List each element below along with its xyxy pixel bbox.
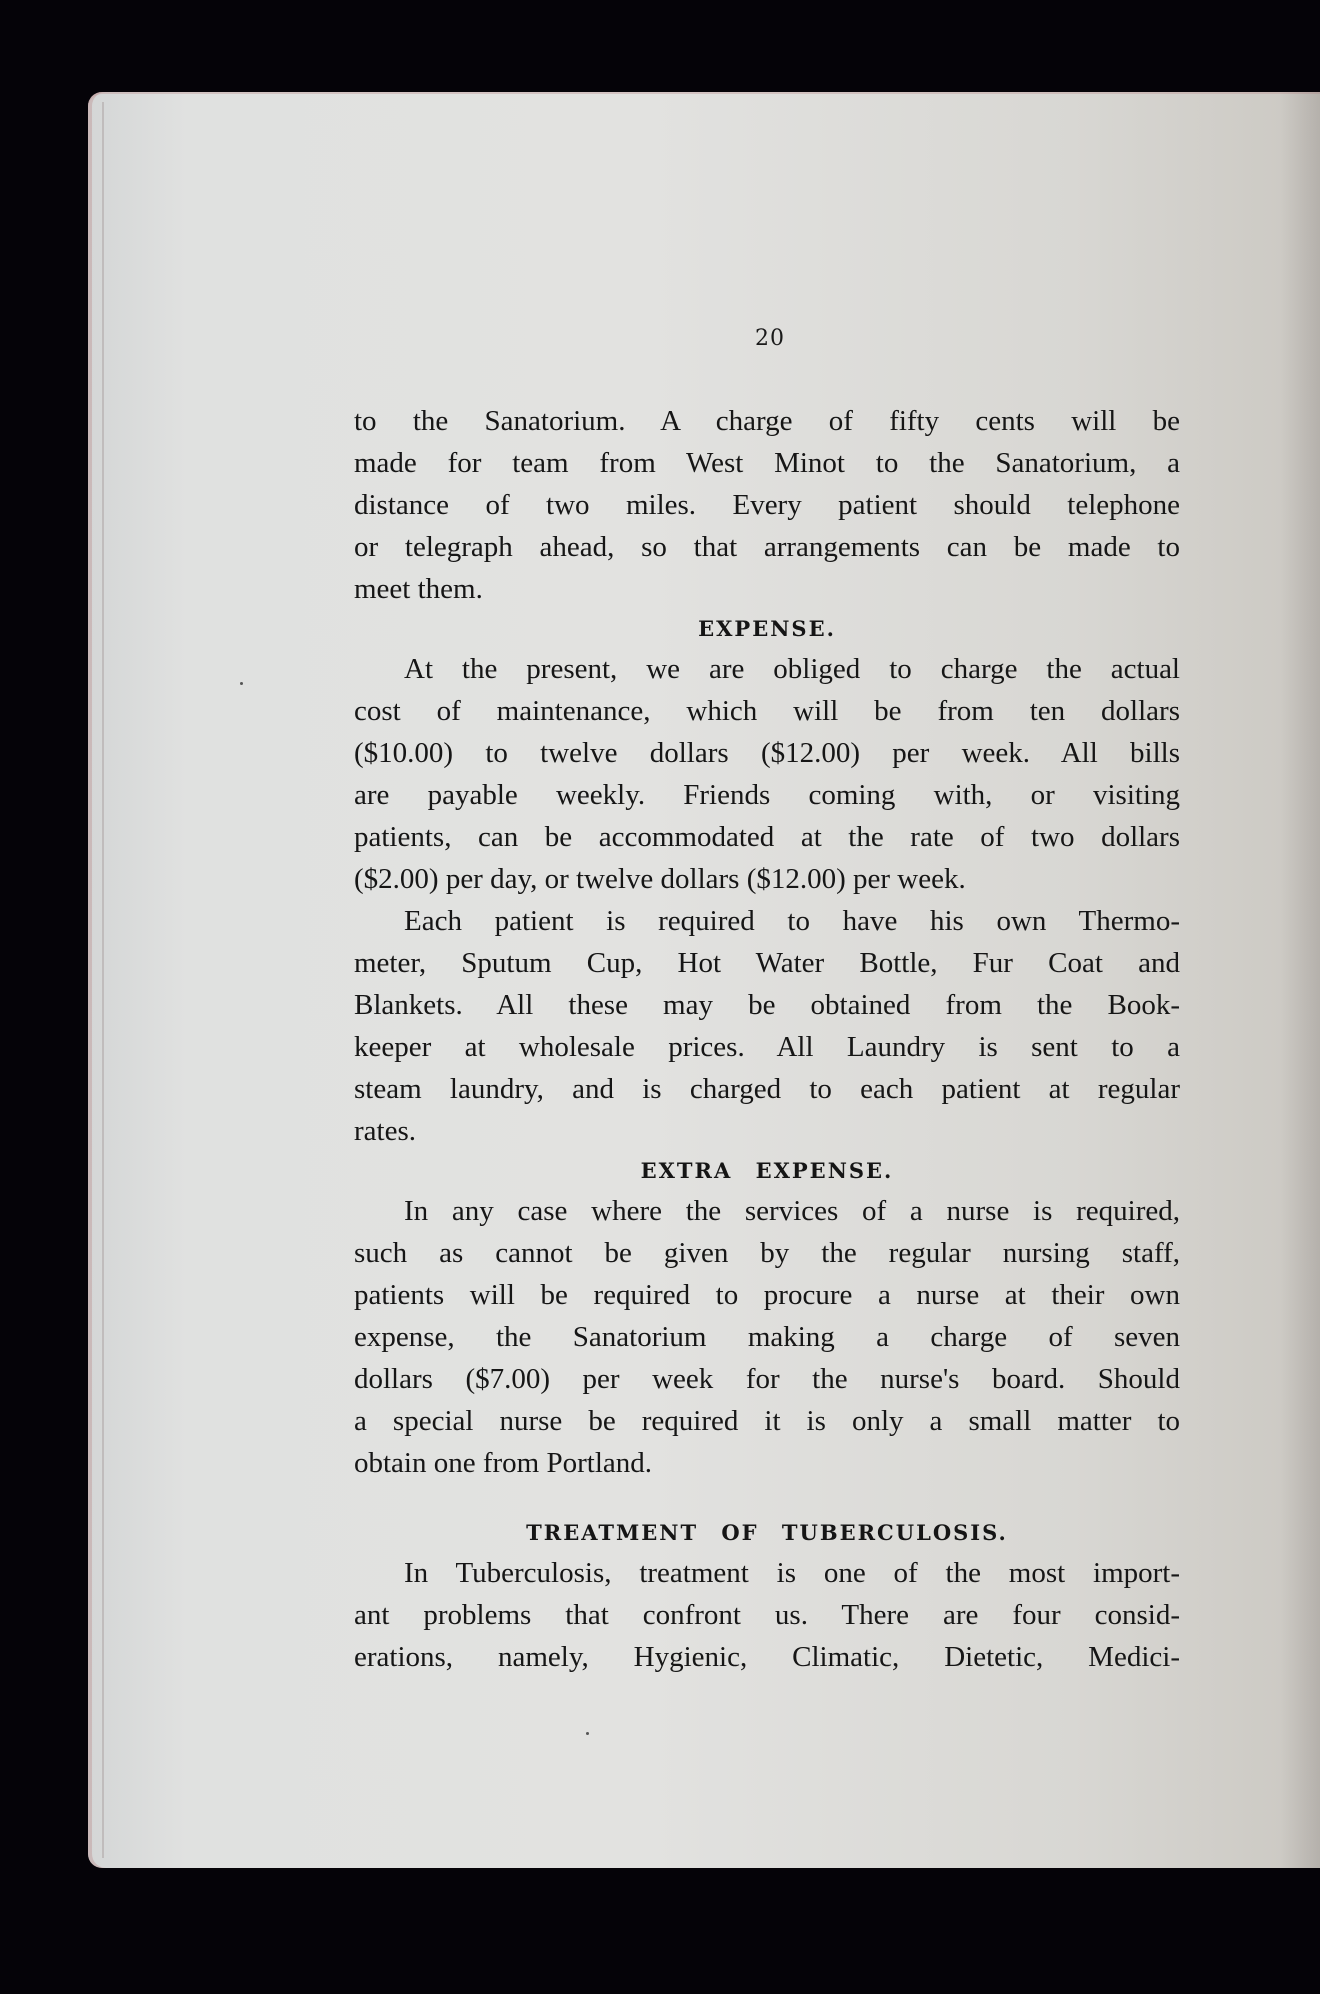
- text-line: cost of maintenance, which will be from ten dollars: [354, 695, 1180, 727]
- section-heading-treatment: TREATMENT OF TUBERCULOSIS.: [526, 1520, 1008, 1545]
- text-line: obtain one from Portland.: [354, 1447, 653, 1479]
- text-line: ($2.00) per day, or twelve dollars ($12.00) per week.: [354, 863, 966, 895]
- text-line: made for team from West Minot to the Sanatorium, a: [354, 447, 1180, 479]
- text-line: meter, Sputum Cup, Hot Water Bottle, Fur Coat and: [354, 947, 1180, 979]
- paper-speck: [240, 682, 243, 685]
- text-line: keeper at wholesale prices. All Laundry is sent to a: [354, 1031, 1180, 1063]
- expense-paragraph-1: [354, 648, 1180, 900]
- text-line: steam laundry, and is charged to each patient at regular: [354, 1073, 1180, 1105]
- text-line: are payable weekly. Friends coming with, or visiting: [354, 779, 1180, 811]
- intro-paragraph: [354, 400, 1180, 610]
- text-line: patients will be required to procure a nurse at their own: [354, 1279, 1180, 1311]
- text-line: meet them.: [354, 573, 483, 605]
- body-text: [354, 400, 1180, 1678]
- text-line: ($10.00) to twelve dollars ($12.00) per week. All bills: [354, 737, 1180, 769]
- spine-shadow: [1280, 92, 1320, 1868]
- text-line: Blankets. All these may be obtained from the Book-: [354, 989, 1180, 1021]
- text-line: such as cannot be given by the regular nursing staff,: [354, 1237, 1180, 1269]
- section-heading-extra-expense: EXTRA EXPENSE.: [640, 1158, 894, 1183]
- text-line: dollars ($7.00) per week for the nurse's board. Should: [354, 1363, 1180, 1395]
- expense-paragraph-2: [354, 900, 1180, 1152]
- text-line: ant problems that confront us. There are four consid-: [354, 1599, 1180, 1631]
- section-gap: [354, 1484, 1180, 1514]
- text-line: rates.: [354, 1115, 416, 1147]
- text-line: distance of two miles. Every patient should telephone: [354, 489, 1180, 521]
- text-line: a special nurse be required it is only a small matter to: [354, 1405, 1180, 1437]
- text-line: In Tuberculosis, treatment is one of the most import-: [404, 1557, 1180, 1589]
- section-heading-expense: EXPENSE.: [698, 616, 836, 641]
- paper-speck: [586, 1732, 589, 1735]
- text-line: patients, can be accommodated at the rate of two dollars: [354, 821, 1180, 853]
- text-line: Each patient is required to have his own Thermo-: [404, 905, 1180, 937]
- text-line: or telegraph ahead, so that arrangements can be made to: [354, 531, 1180, 563]
- treatment-paragraph: [354, 1552, 1180, 1678]
- text-line: In any case where the services of a nurse is required,: [404, 1195, 1180, 1227]
- page-number: 20: [755, 326, 785, 351]
- text-line: erations, namely, Hygienic, Climatic, Dietetic, Medici-: [354, 1641, 1180, 1673]
- text-line: to the Sanatorium. A charge of fifty cents will be: [354, 405, 1180, 437]
- extra-expense-paragraph: [354, 1190, 1180, 1484]
- text-line: expense, the Sanatorium making a charge of seven: [354, 1321, 1180, 1353]
- text-line: At the present, we are obliged to charge the actual: [404, 653, 1180, 685]
